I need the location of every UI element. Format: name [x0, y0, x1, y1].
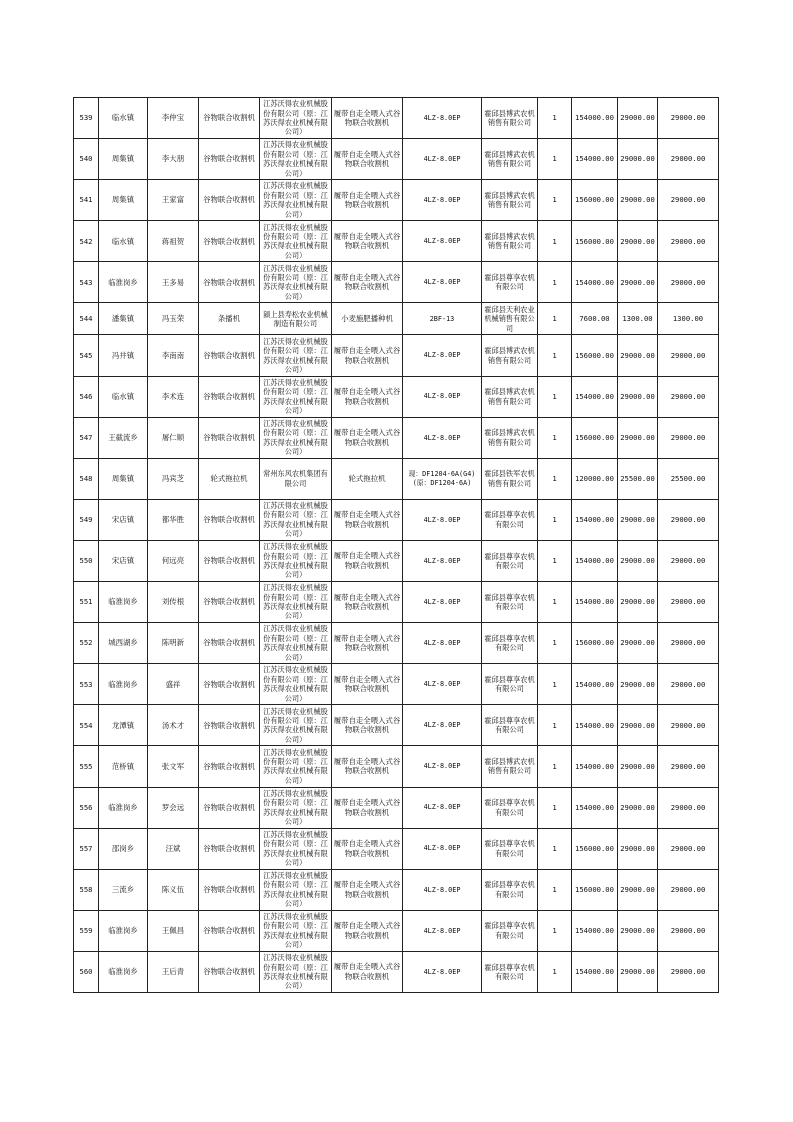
- town-cell: 临淮岗乡: [99, 582, 148, 623]
- dealer-cell: 霍邱县铁军农机销售有限公司: [482, 458, 538, 499]
- table-row: [74, 951, 719, 992]
- name-cell: 李南南: [148, 335, 199, 376]
- product-cell: 履带自走全喂入式谷物联合收割机: [332, 910, 403, 951]
- name-cell: 何远亮: [148, 540, 199, 581]
- subsidy-cell: 29000.00: [618, 417, 658, 458]
- name-cell: 陈义伍: [148, 869, 199, 910]
- total-subsidy-cell: 1300.00: [658, 303, 719, 335]
- subsidy-cell: 29000.00: [618, 180, 658, 221]
- dealer-cell: 霍邱县博武农机销售有限公司: [482, 746, 538, 787]
- name-cell: 李大朋: [148, 139, 199, 180]
- subsidy-cell: 29000.00: [618, 828, 658, 869]
- item-cell: 谷物联合收割机: [199, 499, 260, 540]
- table-row: [74, 787, 719, 828]
- manufacturer-cell: 江苏沃得农业机械股份有限公司（原：江苏沃得农业机械有限公司）: [260, 540, 332, 581]
- quantity-cell: 1: [538, 582, 572, 623]
- product-cell: 履带自走全喂入式谷物联合收割机: [332, 376, 403, 417]
- table-row: [74, 828, 719, 869]
- seq-cell: 541: [74, 180, 99, 221]
- name-cell: 盛祥: [148, 664, 199, 705]
- subsidy-cell: 29000.00: [618, 582, 658, 623]
- model-cell: 现：DF1204-6A(G4)(原：DF1204-6A): [403, 458, 482, 499]
- manufacturer-cell: 江苏沃得农业机械股份有限公司（原：江苏沃得农业机械有限公司）: [260, 499, 332, 540]
- dealer-cell: 霍邱县博武农机销售有限公司: [482, 376, 538, 417]
- product-cell: 履带自走全喂入式谷物联合收割机: [332, 98, 403, 139]
- town-cell: 邵岗乡: [99, 828, 148, 869]
- item-cell: 条播机: [199, 303, 260, 335]
- name-cell: 汪斌: [148, 828, 199, 869]
- seq-cell: 539: [74, 98, 99, 139]
- name-cell: 李术连: [148, 376, 199, 417]
- price-cell: 120000.00: [572, 458, 618, 499]
- total-subsidy-cell: 29000.00: [658, 139, 719, 180]
- model-cell: 4LZ-8.0EP: [403, 417, 482, 458]
- manufacturer-cell: 江苏沃得农业机械股份有限公司（原：江苏沃得农业机械有限公司）: [260, 335, 332, 376]
- table-row: [74, 746, 719, 787]
- price-cell: 156000.00: [572, 180, 618, 221]
- table-row: [74, 139, 719, 180]
- table-row: [74, 262, 719, 303]
- item-cell: 谷物联合收割机: [199, 828, 260, 869]
- model-cell: 4LZ-8.0EP: [403, 787, 482, 828]
- subsidy-cell: 1300.00: [618, 303, 658, 335]
- product-cell: 履带自走全喂入式谷物联合收割机: [332, 180, 403, 221]
- price-cell: 154000.00: [572, 664, 618, 705]
- town-cell: 临淮岗乡: [99, 787, 148, 828]
- total-subsidy-cell: 29000.00: [658, 417, 719, 458]
- quantity-cell: 1: [538, 828, 572, 869]
- quantity-cell: 1: [538, 98, 572, 139]
- seq-cell: 560: [74, 951, 99, 992]
- product-cell: 履带自走全喂入式谷物联合收割机: [332, 787, 403, 828]
- item-cell: 谷物联合收割机: [199, 417, 260, 458]
- product-cell: 履带自走全喂入式谷物联合收割机: [332, 417, 403, 458]
- price-cell: 154000.00: [572, 582, 618, 623]
- town-cell: 潘集镇: [99, 303, 148, 335]
- total-subsidy-cell: 29000.00: [658, 623, 719, 664]
- quantity-cell: 1: [538, 499, 572, 540]
- seq-cell: 543: [74, 262, 99, 303]
- subsidy-cell: 29000.00: [618, 623, 658, 664]
- town-cell: 城西湖乡: [99, 623, 148, 664]
- total-subsidy-cell: 29000.00: [658, 582, 719, 623]
- manufacturer-cell: 江苏沃得农业机械股份有限公司（原：江苏沃得农业机械有限公司）: [260, 951, 332, 992]
- manufacturer-cell: 颍上县寿松农业机械制造有限公司: [260, 303, 332, 335]
- quantity-cell: 1: [538, 417, 572, 458]
- subsidy-cell: 29000.00: [618, 376, 658, 417]
- item-cell: 谷物联合收割机: [199, 951, 260, 992]
- price-cell: 154000.00: [572, 746, 618, 787]
- model-cell: 4LZ-8.0EP: [403, 828, 482, 869]
- item-cell: 谷物联合收割机: [199, 787, 260, 828]
- subsidy-cell: 29000.00: [618, 221, 658, 262]
- subsidy-cell: 29000.00: [618, 139, 658, 180]
- town-cell: 周集镇: [99, 180, 148, 221]
- town-cell: 宋店镇: [99, 540, 148, 581]
- manufacturer-cell: 江苏沃得农业机械股份有限公司（原：江苏沃得农业机械有限公司）: [260, 623, 332, 664]
- total-subsidy-cell: 29000.00: [658, 540, 719, 581]
- quantity-cell: 1: [538, 376, 572, 417]
- name-cell: 都华胜: [148, 499, 199, 540]
- dealer-cell: 霍邱县尊享农机有限公司: [482, 951, 538, 992]
- price-cell: 154000.00: [572, 910, 618, 951]
- manufacturer-cell: 江苏沃得农业机械股份有限公司（原：江苏沃得农业机械有限公司）: [260, 869, 332, 910]
- town-cell: 范桥镇: [99, 746, 148, 787]
- quantity-cell: 1: [538, 221, 572, 262]
- quantity-cell: 1: [538, 335, 572, 376]
- dealer-cell: 霍邱县尊享农机有限公司: [482, 910, 538, 951]
- item-cell: 谷物联合收割机: [199, 335, 260, 376]
- table-row: [74, 98, 719, 139]
- table-body: [74, 98, 719, 993]
- product-cell: 履带自走全喂入式谷物联合收割机: [332, 705, 403, 746]
- name-cell: 王家富: [148, 180, 199, 221]
- name-cell: 王多易: [148, 262, 199, 303]
- name-cell: 王佩昌: [148, 910, 199, 951]
- product-cell: 履带自走全喂入式谷物联合收割机: [332, 499, 403, 540]
- item-cell: 谷物联合收割机: [199, 98, 260, 139]
- dealer-cell: 霍邱县尊享农机有限公司: [482, 540, 538, 581]
- item-cell: 轮式拖拉机: [199, 458, 260, 499]
- model-cell: 4LZ-8.0EP: [403, 335, 482, 376]
- dealer-cell: 霍邱县尊享农机有限公司: [482, 499, 538, 540]
- price-cell: 7600.00: [572, 303, 618, 335]
- subsidy-cell: 29000.00: [618, 499, 658, 540]
- model-cell: 2BF-13: [403, 303, 482, 335]
- quantity-cell: 1: [538, 180, 572, 221]
- town-cell: 临淮岗乡: [99, 664, 148, 705]
- dealer-cell: 霍邱县博武农机销售有限公司: [482, 335, 538, 376]
- seq-cell: 548: [74, 458, 99, 499]
- dealer-cell: 霍邱县尊享农机有限公司: [482, 828, 538, 869]
- seq-cell: 557: [74, 828, 99, 869]
- subsidy-cell: 29000.00: [618, 98, 658, 139]
- dealer-cell: 霍邱县尊享农机有限公司: [482, 623, 538, 664]
- total-subsidy-cell: 29000.00: [658, 787, 719, 828]
- seq-cell: 550: [74, 540, 99, 581]
- item-cell: 谷物联合收割机: [199, 705, 260, 746]
- product-cell: 小麦施肥播种机: [332, 303, 403, 335]
- product-cell: 履带自走全喂入式谷物联合收割机: [332, 540, 403, 581]
- product-cell: 履带自走全喂入式谷物联合收割机: [332, 262, 403, 303]
- price-cell: 154000.00: [572, 705, 618, 746]
- table-row: [74, 910, 719, 951]
- item-cell: 谷物联合收割机: [199, 180, 260, 221]
- subsidy-cell: 29000.00: [618, 262, 658, 303]
- subsidy-cell: 29000.00: [618, 951, 658, 992]
- total-subsidy-cell: 29000.00: [658, 180, 719, 221]
- manufacturer-cell: 江苏沃得农业机械股份有限公司（原：江苏沃得农业机械有限公司）: [260, 828, 332, 869]
- seq-cell: 554: [74, 705, 99, 746]
- total-subsidy-cell: 29000.00: [658, 221, 719, 262]
- total-subsidy-cell: 29000.00: [658, 869, 719, 910]
- price-cell: 154000.00: [572, 139, 618, 180]
- price-cell: 156000.00: [572, 869, 618, 910]
- table-row: [74, 582, 719, 623]
- name-cell: 冯宾芝: [148, 458, 199, 499]
- table-row: [74, 664, 719, 705]
- total-subsidy-cell: 29000.00: [658, 746, 719, 787]
- seq-cell: 559: [74, 910, 99, 951]
- manufacturer-cell: 江苏沃得农业机械股份有限公司（原：江苏沃得农业机械有限公司）: [260, 139, 332, 180]
- table-row: [74, 180, 719, 221]
- quantity-cell: 1: [538, 139, 572, 180]
- name-cell: 蒋祖贺: [148, 221, 199, 262]
- product-cell: 履带自走全喂入式谷物联合收割机: [332, 582, 403, 623]
- dealer-cell: 霍邱县博武农机销售有限公司: [482, 221, 538, 262]
- name-cell: 罗会远: [148, 787, 199, 828]
- town-cell: 冯井镇: [99, 335, 148, 376]
- subsidy-cell: 25500.00: [618, 458, 658, 499]
- product-cell: 履带自走全喂入式谷物联合收割机: [332, 664, 403, 705]
- subsidy-cell: 29000.00: [618, 869, 658, 910]
- name-cell: 汤术才: [148, 705, 199, 746]
- dealer-cell: 霍邱县博武农机销售有限公司: [482, 98, 538, 139]
- table-row: [74, 499, 719, 540]
- model-cell: 4LZ-8.0EP: [403, 746, 482, 787]
- model-cell: 4LZ-8.0EP: [403, 582, 482, 623]
- town-cell: 临淮岗乡: [99, 951, 148, 992]
- table-row: [74, 869, 719, 910]
- subsidy-cell: 29000.00: [618, 705, 658, 746]
- price-cell: 154000.00: [572, 376, 618, 417]
- product-cell: 履带自走全喂入式谷物联合收割机: [332, 951, 403, 992]
- item-cell: 谷物联合收割机: [199, 910, 260, 951]
- seq-cell: 553: [74, 664, 99, 705]
- model-cell: 4LZ-8.0EP: [403, 262, 482, 303]
- total-subsidy-cell: 29000.00: [658, 705, 719, 746]
- product-cell: 履带自走全喂入式谷物联合收割机: [332, 221, 403, 262]
- manufacturer-cell: 江苏沃得农业机械股份有限公司（原：江苏沃得农业机械有限公司）: [260, 180, 332, 221]
- model-cell: 4LZ-8.0EP: [403, 664, 482, 705]
- table-row: [74, 417, 719, 458]
- total-subsidy-cell: 29000.00: [658, 910, 719, 951]
- total-subsidy-cell: 29000.00: [658, 98, 719, 139]
- town-cell: 王截流乡: [99, 417, 148, 458]
- dealer-cell: 霍邱县尊享农机有限公司: [482, 787, 538, 828]
- dealer-cell: 霍邱县尊享农机有限公司: [482, 664, 538, 705]
- quantity-cell: 1: [538, 262, 572, 303]
- product-cell: 履带自走全喂入式谷物联合收割机: [332, 335, 403, 376]
- item-cell: 谷物联合收割机: [199, 869, 260, 910]
- product-cell: 履带自走全喂入式谷物联合收割机: [332, 746, 403, 787]
- model-cell: 4LZ-8.0EP: [403, 910, 482, 951]
- town-cell: 临水镇: [99, 98, 148, 139]
- subsidy-cell: 29000.00: [618, 910, 658, 951]
- total-subsidy-cell: 29000.00: [658, 262, 719, 303]
- name-cell: 陈明新: [148, 623, 199, 664]
- manufacturer-cell: 江苏沃得农业机械股份有限公司（原：江苏沃得农业机械有限公司）: [260, 417, 332, 458]
- table-row: [74, 303, 719, 335]
- town-cell: 临水镇: [99, 376, 148, 417]
- model-cell: 4LZ-8.0EP: [403, 376, 482, 417]
- price-cell: 154000.00: [572, 787, 618, 828]
- price-cell: 154000.00: [572, 98, 618, 139]
- name-cell: 刘传根: [148, 582, 199, 623]
- item-cell: 谷物联合收割机: [199, 540, 260, 581]
- item-cell: 谷物联合收割机: [199, 139, 260, 180]
- product-cell: 轮式拖拉机: [332, 458, 403, 499]
- price-cell: 154000.00: [572, 499, 618, 540]
- seq-cell: 558: [74, 869, 99, 910]
- manufacturer-cell: 江苏沃得农业机械股份有限公司（原：江苏沃得农业机械有限公司）: [260, 910, 332, 951]
- quantity-cell: 1: [538, 705, 572, 746]
- seq-cell: 556: [74, 787, 99, 828]
- model-cell: 4LZ-8.0EP: [403, 540, 482, 581]
- town-cell: 临淮岗乡: [99, 262, 148, 303]
- town-cell: 临淮岗乡: [99, 910, 148, 951]
- dealer-cell: 霍邱县博武农机销售有限公司: [482, 417, 538, 458]
- table-row: [74, 335, 719, 376]
- subsidy-cell: 29000.00: [618, 540, 658, 581]
- dealer-cell: 霍邱县博武农机销售有限公司: [482, 139, 538, 180]
- item-cell: 谷物联合收割机: [199, 221, 260, 262]
- table-row: [74, 540, 719, 581]
- item-cell: 谷物联合收割机: [199, 582, 260, 623]
- town-cell: 三流乡: [99, 869, 148, 910]
- model-cell: 4LZ-8.0EP: [403, 221, 482, 262]
- subsidy-cell: 29000.00: [618, 664, 658, 705]
- model-cell: 4LZ-8.0EP: [403, 869, 482, 910]
- model-cell: 4LZ-8.0EP: [403, 98, 482, 139]
- town-cell: 龙潭镇: [99, 705, 148, 746]
- table-row: [74, 458, 719, 499]
- seq-cell: 549: [74, 499, 99, 540]
- town-cell: 临水镇: [99, 221, 148, 262]
- seq-cell: 546: [74, 376, 99, 417]
- town-cell: 宋店镇: [99, 499, 148, 540]
- name-cell: 冯玉荣: [148, 303, 199, 335]
- dealer-cell: 霍邱县尊享农机有限公司: [482, 582, 538, 623]
- price-cell: 154000.00: [572, 540, 618, 581]
- seq-cell: 547: [74, 417, 99, 458]
- subsidy-cell: 29000.00: [618, 746, 658, 787]
- table-row: [74, 623, 719, 664]
- product-cell: 履带自走全喂入式谷物联合收割机: [332, 623, 403, 664]
- total-subsidy-cell: 29000.00: [658, 335, 719, 376]
- price-cell: 156000.00: [572, 417, 618, 458]
- model-cell: 4LZ-8.0EP: [403, 499, 482, 540]
- name-cell: 张文军: [148, 746, 199, 787]
- name-cell: 屠仁顺: [148, 417, 199, 458]
- dealer-cell: 霍邱县尊享农机有限公司: [482, 705, 538, 746]
- quantity-cell: 1: [538, 746, 572, 787]
- price-cell: 154000.00: [572, 951, 618, 992]
- quantity-cell: 1: [538, 951, 572, 992]
- seq-cell: 551: [74, 582, 99, 623]
- model-cell: 4LZ-8.0EP: [403, 139, 482, 180]
- total-subsidy-cell: 29000.00: [658, 376, 719, 417]
- item-cell: 谷物联合收割机: [199, 623, 260, 664]
- manufacturer-cell: 江苏沃得农业机械股份有限公司（原：江苏沃得农业机械有限公司）: [260, 582, 332, 623]
- manufacturer-cell: 江苏沃得农业机械股份有限公司（原：江苏沃得农业机械有限公司）: [260, 262, 332, 303]
- price-cell: 154000.00: [572, 262, 618, 303]
- quantity-cell: 1: [538, 664, 572, 705]
- model-cell: 4LZ-8.0EP: [403, 623, 482, 664]
- product-cell: 履带自走全喂入式谷物联合收割机: [332, 869, 403, 910]
- quantity-cell: 1: [538, 458, 572, 499]
- item-cell: 谷物联合收割机: [199, 262, 260, 303]
- total-subsidy-cell: 25500.00: [658, 458, 719, 499]
- quantity-cell: 1: [538, 787, 572, 828]
- dealer-cell: 霍邱县尊享农机有限公司: [482, 262, 538, 303]
- manufacturer-cell: 江苏沃得农业机械股份有限公司（原：江苏沃得农业机械有限公司）: [260, 376, 332, 417]
- town-cell: 周集镇: [99, 458, 148, 499]
- manufacturer-cell: 江苏沃得农业机械股份有限公司（原：江苏沃得农业机械有限公司）: [260, 705, 332, 746]
- seq-cell: 552: [74, 623, 99, 664]
- product-cell: 履带自走全喂入式谷物联合收割机: [332, 139, 403, 180]
- manufacturer-cell: 江苏沃得农业机械股份有限公司（原：江苏沃得农业机械有限公司）: [260, 746, 332, 787]
- item-cell: 谷物联合收割机: [199, 664, 260, 705]
- seq-cell: 545: [74, 335, 99, 376]
- total-subsidy-cell: 29000.00: [658, 951, 719, 992]
- price-cell: 156000.00: [572, 335, 618, 376]
- price-cell: 156000.00: [572, 623, 618, 664]
- total-subsidy-cell: 29000.00: [658, 828, 719, 869]
- name-cell: 李仲宝: [148, 98, 199, 139]
- seq-cell: 544: [74, 303, 99, 335]
- total-subsidy-cell: 29000.00: [658, 664, 719, 705]
- product-cell: 履带自走全喂入式谷物联合收割机: [332, 828, 403, 869]
- price-cell: 156000.00: [572, 828, 618, 869]
- price-cell: 156000.00: [572, 221, 618, 262]
- seq-cell: 542: [74, 221, 99, 262]
- name-cell: 王后青: [148, 951, 199, 992]
- subsidy-table: [73, 97, 719, 993]
- seq-cell: 555: [74, 746, 99, 787]
- table-row: [74, 221, 719, 262]
- dealer-cell: 霍邱县博武农机销售有限公司: [482, 180, 538, 221]
- dealer-cell: 霍邱县天利农业机械销售有限公司: [482, 303, 538, 335]
- manufacturer-cell: 江苏沃得农业机械股份有限公司（原：江苏沃得农业机械有限公司）: [260, 787, 332, 828]
- manufacturer-cell: 江苏沃得农业机械股份有限公司（原：江苏沃得农业机械有限公司）: [260, 664, 332, 705]
- quantity-cell: 1: [538, 910, 572, 951]
- manufacturer-cell: 江苏沃得农业机械股份有限公司（原：江苏沃得农业机械有限公司）: [260, 98, 332, 139]
- manufacturer-cell: 江苏沃得农业机械股份有限公司（原：江苏沃得农业机械有限公司）: [260, 221, 332, 262]
- dealer-cell: 霍邱县尊享农机有限公司: [482, 869, 538, 910]
- model-cell: 4LZ-8.0EP: [403, 180, 482, 221]
- quantity-cell: 1: [538, 869, 572, 910]
- item-cell: 谷物联合收割机: [199, 746, 260, 787]
- model-cell: 4LZ-8.0EP: [403, 951, 482, 992]
- subsidy-cell: 29000.00: [618, 787, 658, 828]
- quantity-cell: 1: [538, 540, 572, 581]
- manufacturer-cell: 常州东风农机集团有限公司: [260, 458, 332, 499]
- quantity-cell: 1: [538, 303, 572, 335]
- total-subsidy-cell: 29000.00: [658, 499, 719, 540]
- town-cell: 周集镇: [99, 139, 148, 180]
- table-row: [74, 376, 719, 417]
- seq-cell: 540: [74, 139, 99, 180]
- subsidy-cell: 29000.00: [618, 335, 658, 376]
- table-row: [74, 705, 719, 746]
- item-cell: 谷物联合收割机: [199, 376, 260, 417]
- quantity-cell: 1: [538, 623, 572, 664]
- model-cell: 4LZ-8.0EP: [403, 705, 482, 746]
